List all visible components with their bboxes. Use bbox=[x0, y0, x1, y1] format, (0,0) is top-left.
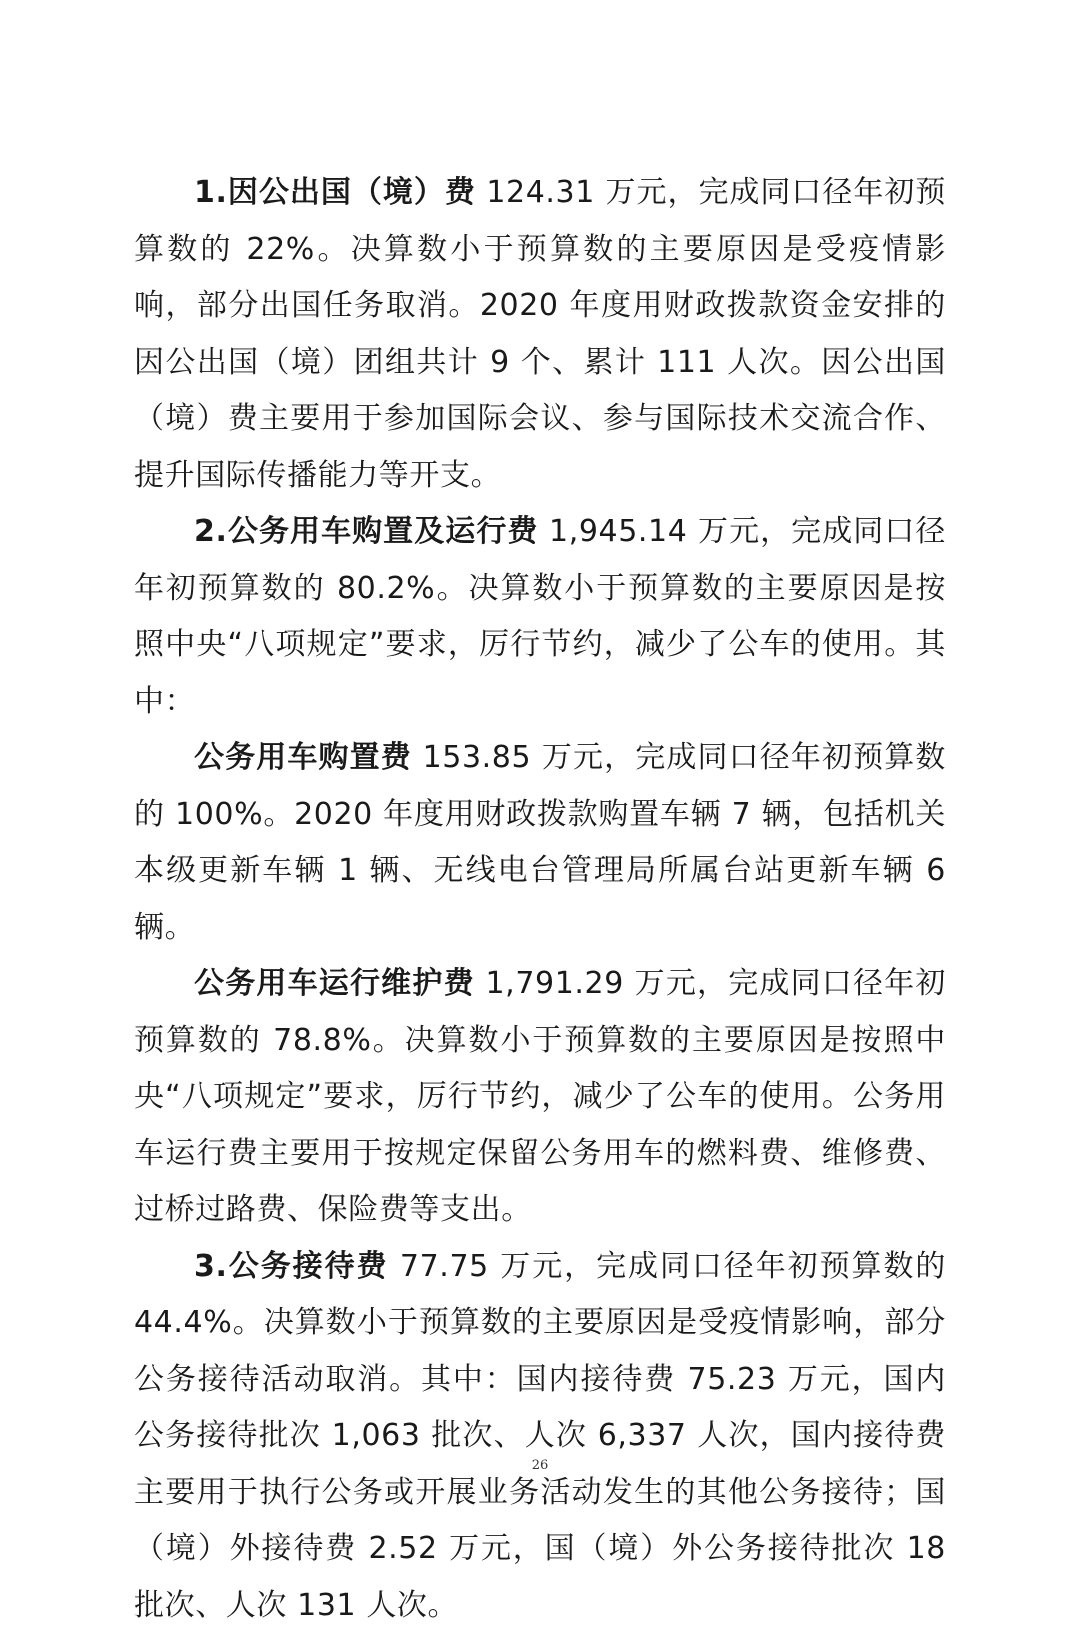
paragraph-heading: 1.因公出国（境）费 bbox=[194, 175, 476, 210]
paragraph-vehicle-costs bbox=[134, 504, 946, 730]
paragraph-heading: 公务用车购置费 bbox=[194, 740, 412, 775]
paragraph-text: 1,945.14 万元，完成同口径年初预算数的 80.2%。决算数小于预算数的主要原因是按照中央“八项规定”要求，厉行节约，减少了公车的使用。其中： bbox=[134, 514, 946, 719]
paragraph-heading: 公务用车运行维护费 bbox=[194, 966, 475, 1001]
paragraph-reception bbox=[134, 1239, 946, 1634]
paragraph-text: 77.75 万元，完成同口径年初预算数的 44.4%。决算数小于预算数的主要原因是受疫情影响，部分公务接待活动取消。其中：国内接待费 75.23 万元，国内公务接待批次 1,063 批次、人次 6,337 人次，国内接待费主要用于执行公务或开展业务活动发生的其他公务接待；国（境）外接待费 2.52 万元，国（境）外公务接待批次 18 批次、人次 131 人次。 bbox=[134, 1249, 946, 1623]
paragraph-text: 1,791.29 万元，完成同口径年初预算数的 78.8%。决算数小于预算数的主要原因是按照中央“八项规定”要求，厉行节约，减少了公车的使用。公务用车运行费主要用于按规定保留公务用车的燃料费、维修费、过桥过路费、保险费等支出。 bbox=[134, 966, 946, 1227]
paragraph-overseas-travel bbox=[134, 165, 946, 504]
paragraph-vehicle-purchase bbox=[134, 730, 946, 956]
document-body bbox=[134, 165, 946, 1634]
page-number: 26 bbox=[0, 1458, 1080, 1473]
paragraph-text: 153.85 万元，完成同口径年初预算数的 100%。2020 年度用财政拨款购置车辆 7 辆，包括机关本级更新车辆 1 辆、无线电台管理局所属台站更新车辆 6 辆。 bbox=[134, 740, 946, 945]
paragraph-text: 124.31 万元，完成同口径年初预算数的 22%。决算数小于预算数的主要原因是受疫情影响，部分出国任务取消。2020 年度用财政拨款资金安排的因公出国（境）团组共计 9 个、累计 111 人次。因公出国（境）费主要用于参加国际会议、参与国际技术交流合作、提升国际传播能力等开支。 bbox=[134, 175, 946, 493]
paragraph-vehicle-maintenance bbox=[134, 956, 946, 1239]
paragraph-heading: 3.公务接待费 bbox=[194, 1249, 388, 1284]
paragraph-heading: 2.公务用车购置及运行费 bbox=[194, 514, 538, 549]
